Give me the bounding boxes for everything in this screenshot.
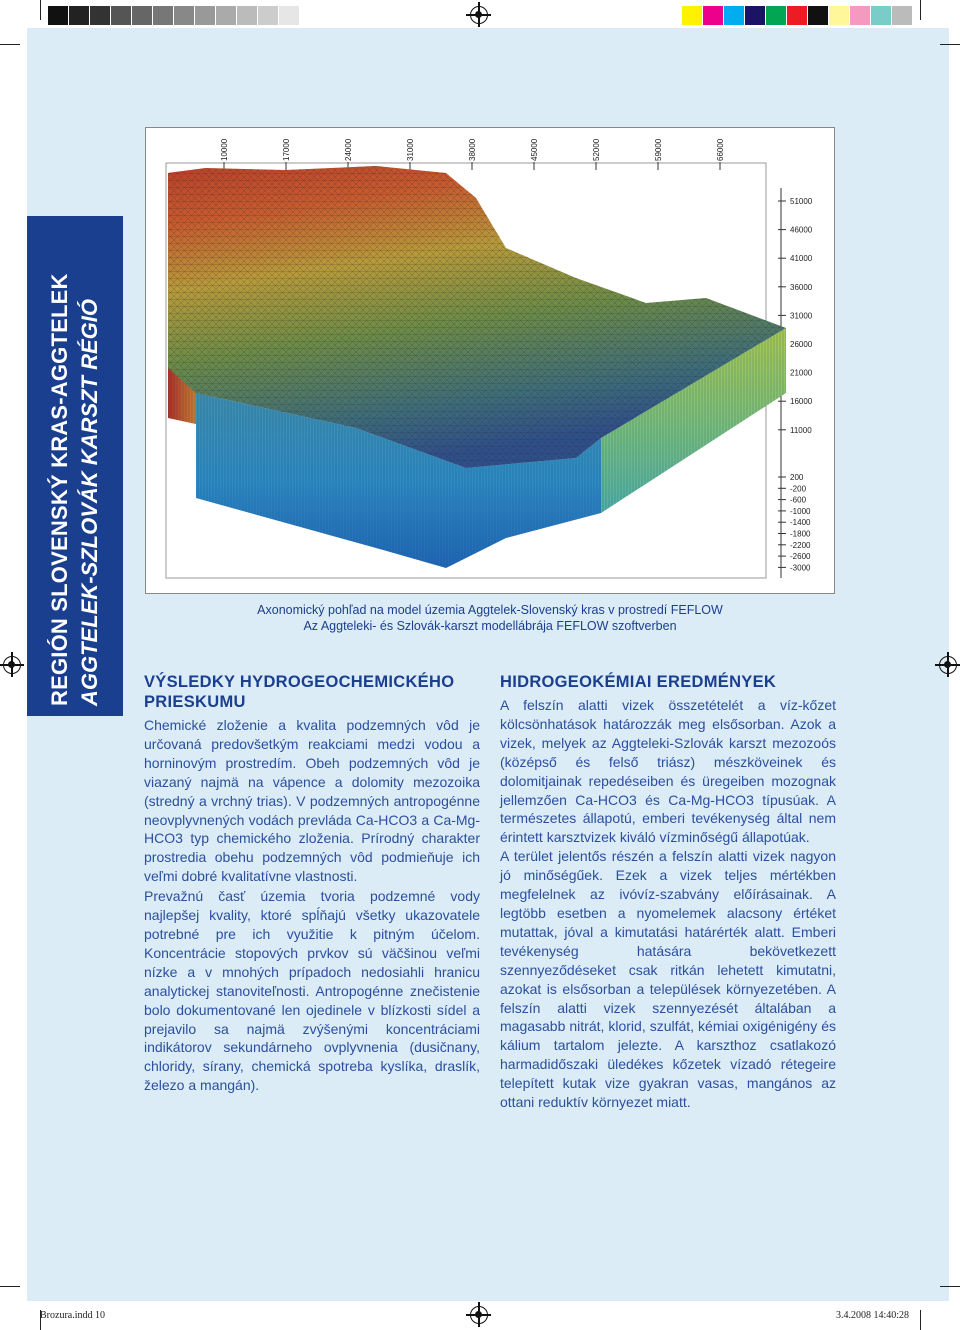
right-axis-tick-label: -1400	[790, 518, 811, 528]
right-axis-tick-label: 51000	[790, 197, 813, 206]
top-axis-tick-label: 45000	[530, 138, 539, 161]
crop-mark	[940, 1286, 960, 1287]
top-axis-tick-label: 38000	[468, 138, 477, 161]
side-title-line2: AGGTELEK-SZLOVÁK KARSZT RÉGIÓ	[77, 299, 102, 706]
top-axis-tick-label: 17000	[282, 138, 291, 161]
color-calibration-bar	[682, 6, 913, 25]
caption-hu: Az Aggteleki- és Szlovák-karszt modellábrája FEFLOW szoftverben	[303, 619, 677, 633]
right-axis-tick-label: 31000	[790, 311, 813, 321]
side-title	[27, 226, 123, 706]
right-axis-tick-label: 26000	[790, 340, 813, 349]
hungarian-paragraph-1: A felszín alatti vizek összetételét a víz-kőzet kölcsönhatások határozzák meg elsősorban. Azok a vizek, melyek az Aggteleki-Szlovák karszt mezozoós (középső és felső triász) mészköveinek és dolomitjainak repedéseiben és üregeiben mozognak jellemzően Ca-HCO3 és Ca-Mg-HCO3 típusúak. A természetes állapotú, emberi tevékenység által nem érintett karsztvizek kiváló vízminőségű állapotúak.	[500, 697, 836, 846]
right-axis-tick-label: -1800	[790, 529, 811, 539]
right-axis-tick-label: 200	[790, 473, 804, 482]
figure-caption	[145, 602, 835, 634]
right-axis-tick-label: 41000	[790, 254, 813, 264]
right-axis-tick-label: -600	[790, 495, 807, 505]
right-axis-tick-label: -3000	[790, 563, 811, 573]
right-axis-tick-label: 11000	[790, 425, 812, 435]
crop-mark	[940, 44, 960, 45]
print-timestamp: 3.4.2008 14:40:28	[836, 1310, 910, 1321]
top-axis-tick-label: 31000	[406, 138, 415, 161]
caption-sk: Axonomický pohľad na model územia Aggtelek-Slovenský kras v prostredí FEFLOW	[257, 603, 723, 617]
slovak-column	[144, 672, 480, 1095]
slovak-paragraph-1: Chemické zloženie a kvalita podzemných vôd je určovaná predovšetkým reakciami medzi vodou a horninovým prostredím. Obeh podzemných vôd je viazaný najmä na vápence a dolomity mezozoika (stredný a vrchný trias). V podzemných antropogénne neovplyvnených vodách prevláda Ca-HCO3 a Ca-Mg-HCO3 typ chemického zloženia. Prírodný charakter prostredia obehu podzemných vôd podmieňuje ich veľmi dobré kvalitatívne vlastnosti.	[144, 717, 480, 885]
right-axis-tick-label: -200	[790, 484, 807, 494]
top-axis-tick-label: 24000	[344, 138, 353, 161]
slovak-paragraph-2: Prevažnú časť územia tvoria podzemné vody najlepšej kvality, ktoré spĺňajú všetky ukazovatele potrebné pre ich využitie k pitným účelom. Koncentrácie stopových prvkov sú väčšinou veľmi nízke a v mnohých prípadoch nedosiahli hranicu analytickej stanoviteľnosti. Antropogénne znečistenie bolo dokumentované len ojedinele v blízkosti sídel a prejavilo sa najmä zvýšenými koncentráciami indikátorov sekundárneho ovplyvnenia (dusičnany, chloridy, sírany, chemická spotreba kyslíka, draslík, železo a mangán).	[144, 888, 480, 1094]
feflow-model-figure	[145, 127, 835, 594]
hungarian-heading: HIDROGEOKÉMIAI EREDMÉNYEK	[500, 673, 777, 691]
registration-mark-icon	[470, 6, 488, 24]
registration-mark-icon	[3, 656, 21, 674]
hungarian-column	[500, 672, 836, 1112]
crop-mark	[0, 1286, 20, 1287]
crop-mark	[0, 44, 20, 45]
top-axis	[220, 138, 725, 170]
right-axis-tick-label: 21000	[790, 368, 813, 378]
right-axis-tick-label: 46000	[790, 225, 813, 235]
top-axis-tick-label: 52000	[592, 138, 601, 161]
top-axis-tick-label: 59000	[654, 138, 663, 161]
top-axis-tick-label: 10000	[220, 138, 229, 161]
crop-mark	[40, 0, 41, 20]
file-info: Brozura.indd 10	[40, 1310, 105, 1321]
feflow-model-image	[146, 128, 836, 595]
registration-mark-icon	[470, 1306, 488, 1324]
right-axis-tick-label: 36000	[790, 282, 813, 292]
right-axis-tick-label: 16000	[790, 397, 813, 407]
right-axis-tick-label: -1000	[790, 506, 811, 516]
side-title-line1: REGIÓN SLOVENSKÝ KRAS-AGGTELEK	[47, 273, 72, 706]
slovak-heading: VÝSLEDKY HYDROGEOCHEMICKÉHO PRIESKUMU	[144, 673, 455, 711]
registration-mark-icon	[939, 656, 957, 674]
crop-mark	[920, 0, 921, 20]
right-axis-tick-label: -2600	[790, 552, 811, 562]
top-axis-tick-label: 66000	[716, 138, 725, 161]
hungarian-paragraph-2: A terület jelentős részén a felszín alatti vizek nagyon jó minőségűek. Ezek a vizek teljes mértékben megfelelnek az ivóvíz-szabvány előírásainak. A legtöbb esetben a nyomelemek alacsony értéket mutattak, jóval a kimutatási határérték alatt. Emberi tevékenység hatására bekövetkezett szennyeződéseket csak ritkán lehetett kimutatni, azokat is elsősorban a települések környezetében. A felszín alatti vizek szennyezését általában a magasabb nitrát, klorid, szulfát, kémiai oxigénigény és kálium tartalom jelezte. A karszthoz csatlakozó harmadidőszaki üledékes kőzetek vízadó rétegeire telepített kutak vize gyakran vasas, mangános az ottani reduktív környezet miatt.	[500, 848, 836, 1111]
crop-mark	[920, 1310, 921, 1330]
grayscale-calibration-bar	[48, 6, 300, 25]
right-axis-tick-label: -2200	[790, 540, 811, 550]
